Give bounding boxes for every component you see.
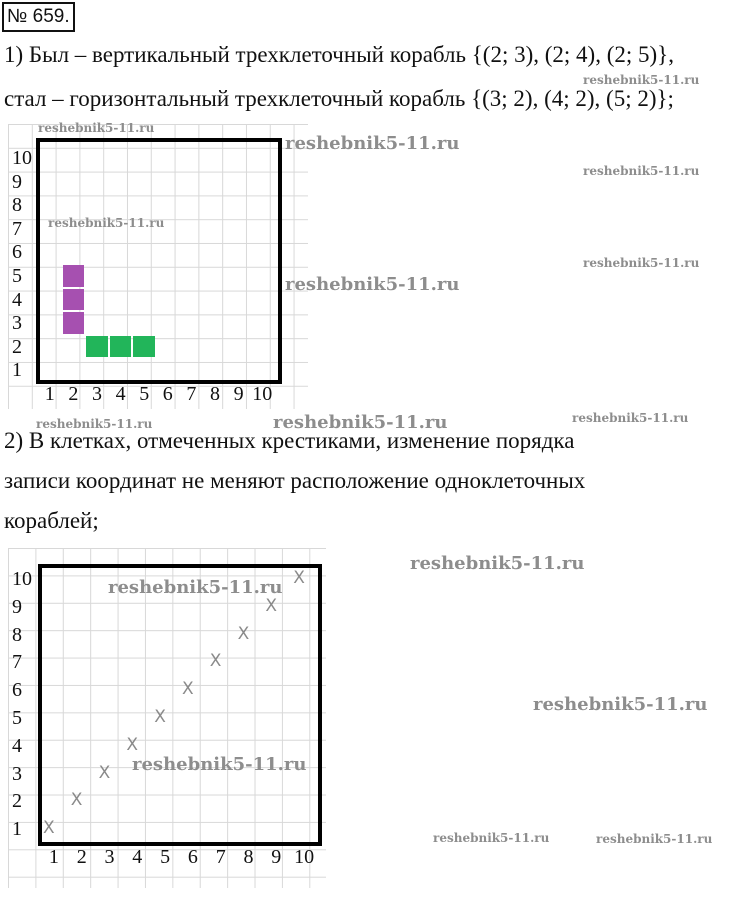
part1-line2: стал – горизонтальный трехклеточный корабль {(3; 2), (4; 2), (5; 2)}; bbox=[4, 86, 674, 111]
y-tick-label: 6 bbox=[12, 679, 22, 702]
y-tick-label: 2 bbox=[12, 335, 22, 358]
cross-mark: X bbox=[70, 790, 83, 811]
part1-line1: 1) Был – вертикальный трехклеточный корабль {(2; 3), (2; 4), (2; 5)}, bbox=[4, 42, 674, 67]
x-tick-label: 4 bbox=[115, 383, 126, 405]
x-tick-label: 8 bbox=[243, 846, 254, 868]
x-tick-label: 5 bbox=[139, 383, 150, 405]
y-tick-label: 8 bbox=[12, 623, 22, 646]
part2-line1: 2) В клетках, отмеченных крестиками, изменение порядка bbox=[4, 428, 575, 453]
watermark: reshebnik5-11.ru bbox=[273, 412, 448, 433]
y-tick-label: 9 bbox=[12, 170, 22, 193]
watermark: reshebnik5-11.ru bbox=[38, 121, 155, 135]
horizontal-ship-cell bbox=[133, 336, 155, 358]
y-tick-label: 10 bbox=[12, 568, 32, 590]
watermark: reshebnik5-11.ru bbox=[36, 417, 153, 431]
figure1-frame bbox=[36, 138, 282, 384]
y-tick-label: 5 bbox=[12, 707, 22, 729]
y-tick-label: 9 bbox=[12, 595, 22, 618]
x-tick-label: 8 bbox=[209, 383, 220, 405]
cross-mark: X bbox=[293, 568, 305, 588]
x-tick-label: 7 bbox=[215, 846, 226, 868]
x-tick-label: 2 bbox=[76, 846, 87, 868]
cross-mark: X bbox=[154, 707, 166, 727]
x-tick-label: 10 bbox=[252, 383, 273, 405]
cross-mark: X bbox=[237, 623, 250, 644]
part2-line3: кораблей; bbox=[4, 508, 99, 533]
x-tick-label: 3 bbox=[104, 846, 115, 868]
cross-mark: X bbox=[43, 818, 55, 839]
vertical-ship-cell bbox=[63, 289, 85, 311]
y-tick-label: 4 bbox=[12, 734, 22, 757]
x-tick-label: 9 bbox=[233, 383, 244, 405]
x-tick-label: 9 bbox=[271, 846, 282, 868]
y-tick-label: 4 bbox=[12, 288, 22, 311]
y-tick-label: 7 bbox=[12, 651, 22, 674]
horizontal-ship-cell bbox=[86, 336, 108, 358]
cross-mark: X bbox=[182, 679, 194, 700]
watermark: reshebnik5-11.ru bbox=[533, 694, 708, 715]
x-tick-label: 1 bbox=[44, 383, 55, 405]
watermark: reshebnik5-11.ru bbox=[410, 553, 585, 574]
cross-mark: X bbox=[265, 595, 278, 616]
x-tick-label: 6 bbox=[162, 383, 173, 405]
cross-mark: X bbox=[98, 762, 111, 783]
x-tick-label: 2 bbox=[68, 383, 79, 405]
y-tick-label: 3 bbox=[12, 762, 22, 785]
watermark: reshebnik5-11.ru bbox=[572, 411, 689, 425]
x-tick-label: 6 bbox=[187, 846, 198, 868]
y-tick-label: 1 bbox=[12, 818, 22, 841]
y-tick-label: 7 bbox=[12, 217, 22, 240]
x-tick-label: 10 bbox=[294, 846, 315, 868]
watermark: reshebnik5-11.ru bbox=[132, 754, 307, 775]
watermark: reshebnik5-11.ru bbox=[433, 831, 550, 845]
vertical-ship-cell bbox=[63, 312, 85, 334]
y-tick-label: 10 bbox=[12, 147, 32, 169]
y-tick-label: 3 bbox=[12, 312, 22, 335]
y-tick-label: 1 bbox=[12, 359, 22, 382]
vertical-ship-cell bbox=[63, 265, 85, 287]
watermark: reshebnik5-11.ru bbox=[108, 577, 283, 598]
y-tick-label: 6 bbox=[12, 241, 22, 264]
y-tick-label: 5 bbox=[12, 265, 22, 287]
problem-number: № 659. bbox=[2, 2, 75, 32]
x-tick-label: 7 bbox=[186, 383, 197, 405]
watermark: reshebnik5-11.ru bbox=[583, 73, 700, 87]
x-tick-label: 3 bbox=[91, 383, 102, 405]
y-tick-label: 8 bbox=[12, 194, 22, 217]
watermark: reshebnik5-11.ru bbox=[596, 832, 713, 846]
watermark: reshebnik5-11.ru bbox=[285, 274, 460, 295]
part2-line2: записи координат не меняют расположение одноклеточных bbox=[4, 468, 586, 493]
cross-mark: X bbox=[126, 734, 139, 755]
y-tick-label: 2 bbox=[12, 790, 22, 813]
x-tick-label: 1 bbox=[48, 846, 59, 868]
x-tick-label: 5 bbox=[160, 846, 171, 868]
x-tick-label: 4 bbox=[132, 846, 143, 868]
watermark: reshebnik5-11.ru bbox=[48, 216, 165, 230]
watermark: reshebnik5-11.ru bbox=[285, 133, 460, 154]
watermark: reshebnik5-11.ru bbox=[583, 164, 700, 178]
horizontal-ship-cell bbox=[110, 336, 132, 358]
cross-mark: X bbox=[209, 651, 222, 672]
watermark: reshebnik5-11.ru bbox=[583, 256, 700, 270]
